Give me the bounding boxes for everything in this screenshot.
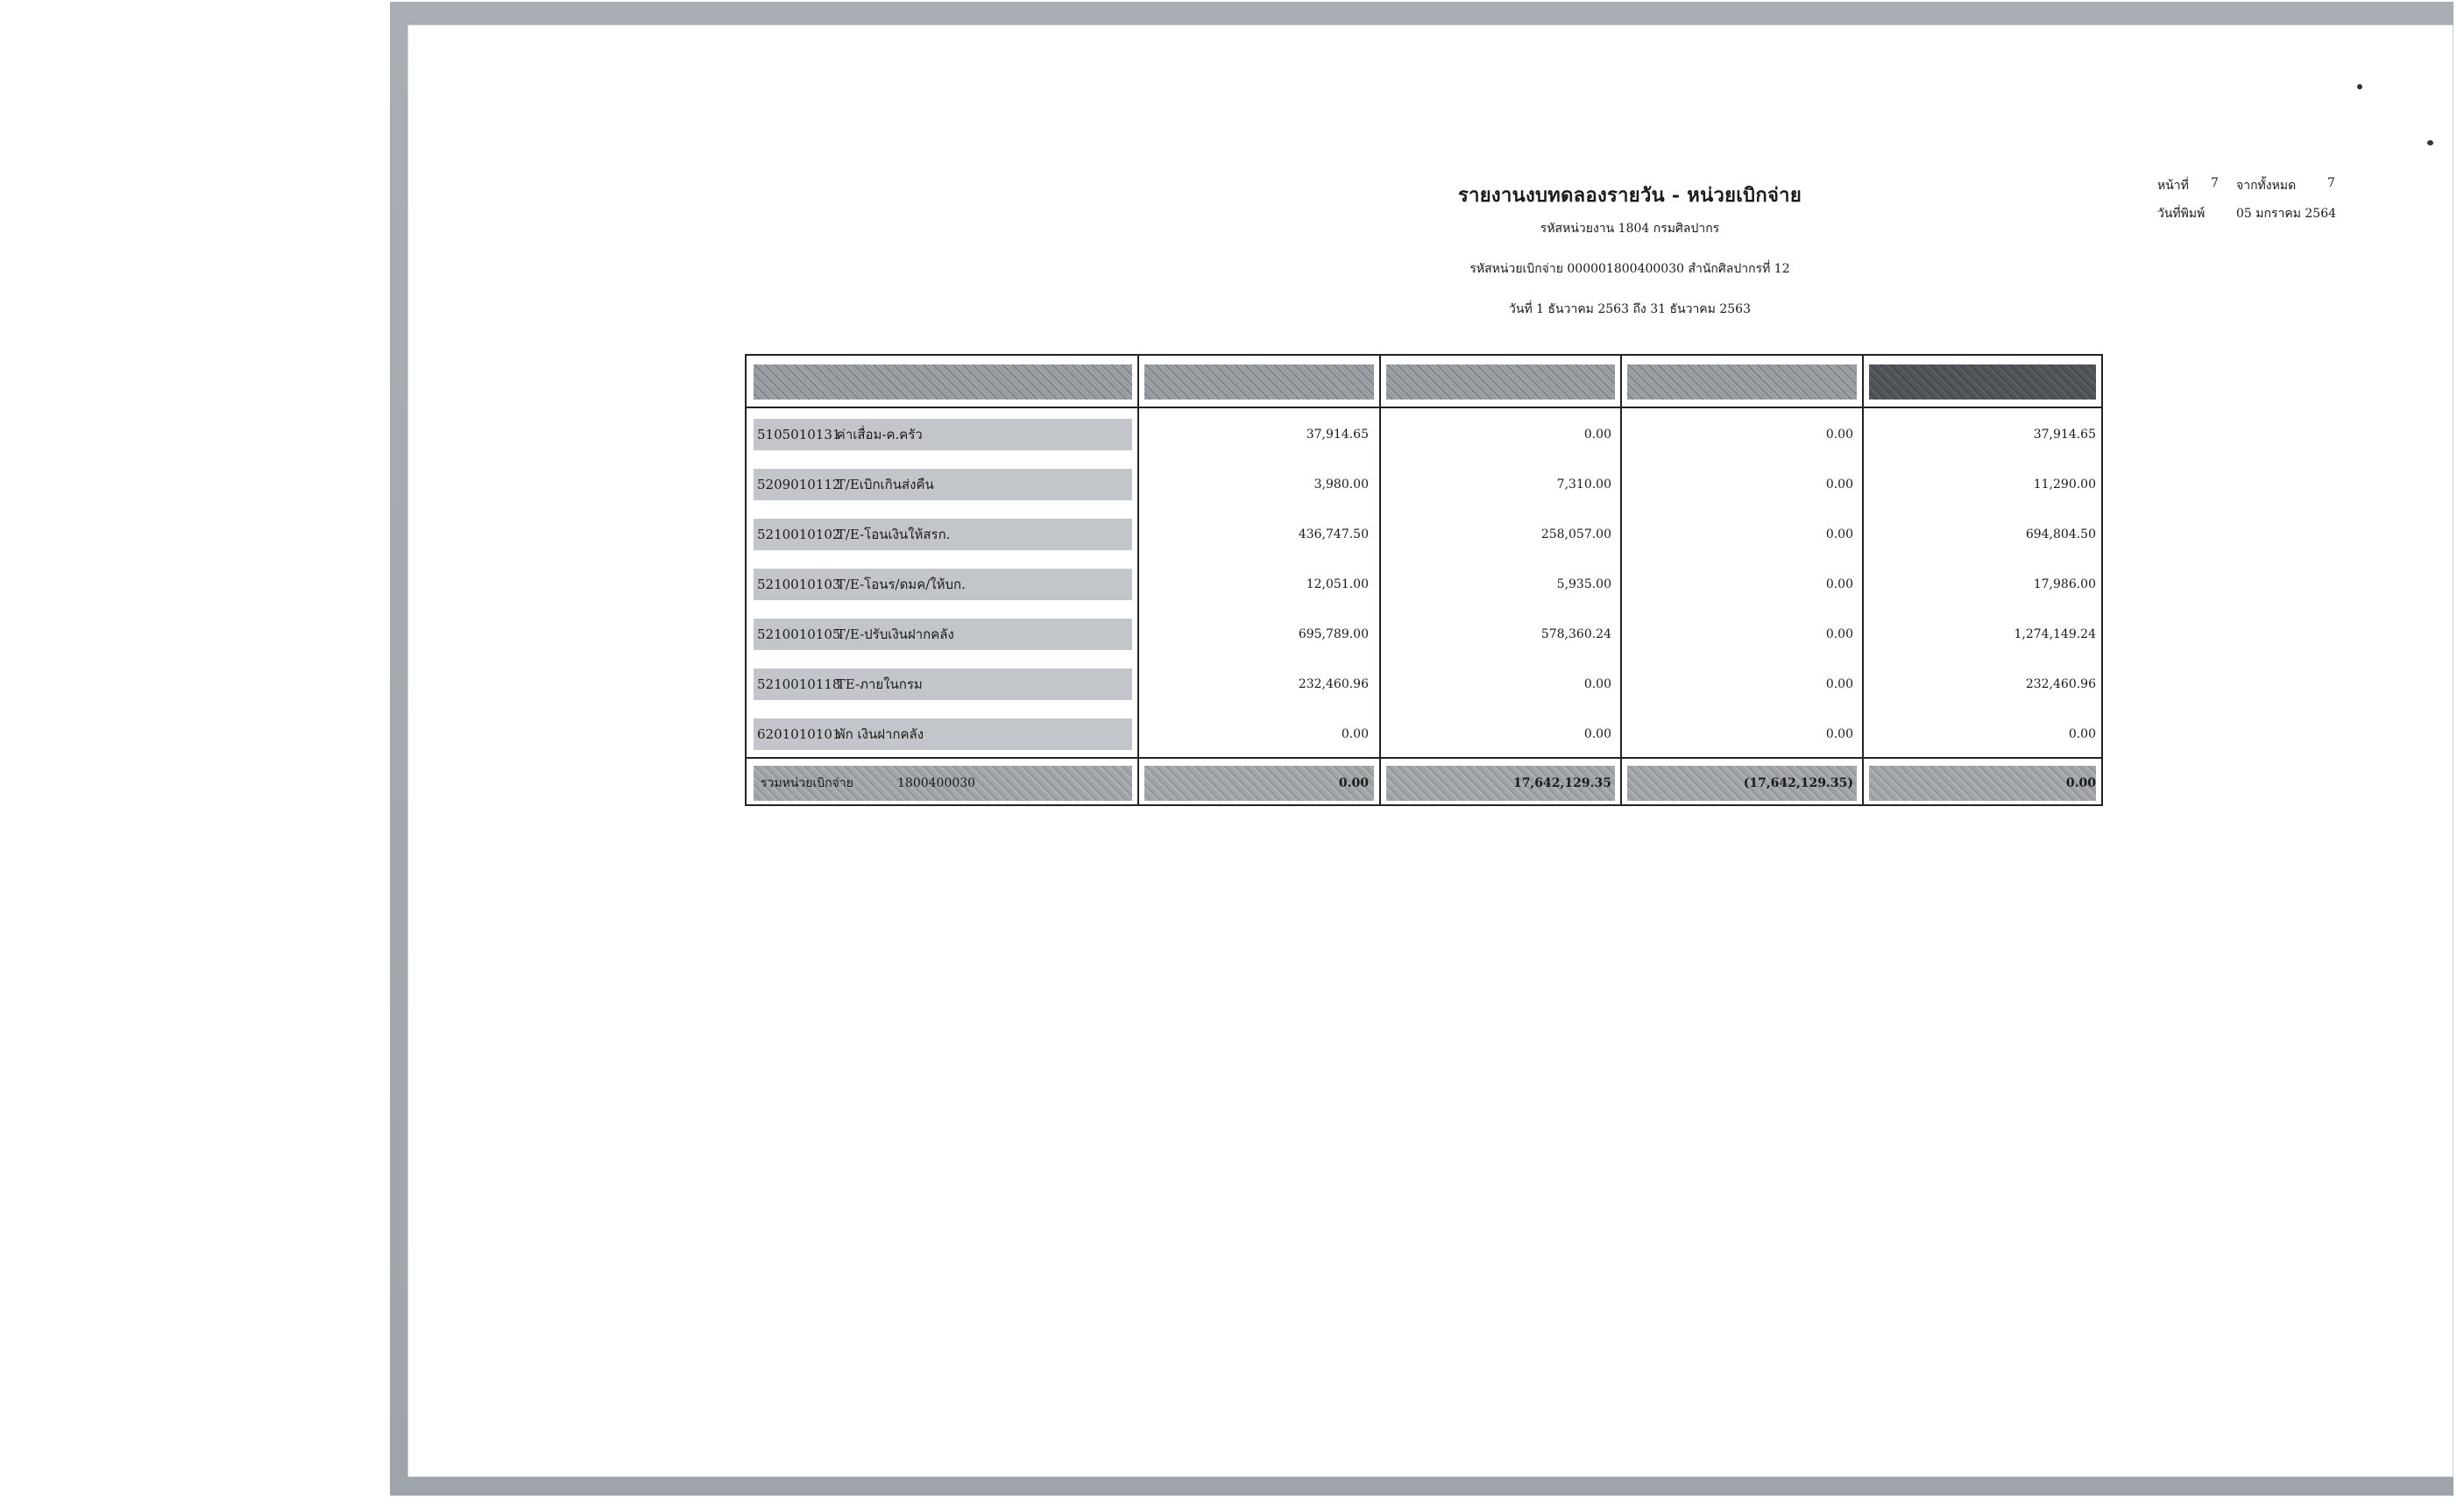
amount-column-3: 0.00 — [1825, 627, 1853, 641]
header-column-1 — [1144, 364, 1374, 400]
header-column-2 — [1386, 364, 1615, 400]
table-row — [747, 458, 2101, 508]
total-pages-label: จากทั้งหมด — [2236, 179, 2297, 193]
amount-column-1: 12,051.00 — [1306, 577, 1369, 591]
account-name: T/E-โอนเงินให้สรก. — [836, 527, 951, 542]
amount-column-3: 0.00 — [1825, 527, 1853, 541]
amount-column-4: 0.00 — [2068, 727, 2096, 741]
amount-column-2: 578,360.24 — [1540, 627, 1611, 641]
table-row — [747, 708, 2101, 758]
print-date-label: วันที่พิมพ์ — [2157, 207, 2206, 221]
report-title: รายงานงบทดลองรายวัน - หน่วยเบิกจ่าย — [1457, 184, 1802, 207]
amount-column-4: 694,804.50 — [2025, 527, 2096, 541]
table-row — [747, 608, 2101, 658]
total-column-2: 17,642,129.35 — [1512, 776, 1611, 790]
table-row — [747, 658, 2101, 708]
header-column-4 — [1869, 364, 2096, 400]
disbursing-unit-line: รหัสหน่วยเบิกจ่าย 000001800400030 สำนักศิลปากรที่ 12 — [1469, 262, 1790, 276]
amount-column-1: 3,980.00 — [1313, 478, 1369, 492]
agency-line: รหัสหน่วยงาน 1804 กรมศิลปากร — [1540, 222, 1720, 236]
account-name: พัก เงินฝากคลัง — [836, 726, 924, 742]
amount-column-4: 37,914.65 — [2033, 428, 2096, 442]
amount-column-1: 232,460.96 — [1298, 677, 1369, 691]
amount-column-1: 37,914.65 — [1306, 428, 1369, 442]
amount-column-3: 0.00 — [1825, 428, 1853, 442]
amount-column-2: 7,310.00 — [1556, 478, 1611, 492]
amount-column-1: 436,747.50 — [1298, 527, 1369, 541]
total-label: รวมหน่วยเบิกจ่าย — [761, 776, 853, 790]
account-code: 6201010101 — [757, 726, 841, 742]
account-cell — [754, 619, 1132, 650]
period-line: วันที่ 1 ธันวาคม 2563 ถึง 31 ธันวาคม 2563 — [1509, 302, 1751, 316]
amount-column-1: 0.00 — [1341, 727, 1369, 741]
amount-column-3: 0.00 — [1825, 478, 1853, 492]
amount-column-3: 0.00 — [1825, 577, 1853, 591]
amount-column-2: 5,935.00 — [1556, 577, 1611, 591]
scan-speck — [2357, 84, 2362, 89]
table-row — [747, 508, 2101, 558]
amount-column-4: 11,290.00 — [2033, 478, 2096, 492]
amount-column-2: 0.00 — [1583, 677, 1611, 691]
account-cell — [754, 718, 1132, 750]
account-code: 5210010118 — [757, 676, 841, 692]
table-row — [747, 408, 2101, 458]
account-name: T/E-โอนร/ดมค/ให้บก. — [836, 577, 966, 592]
total-column-3: (17,642,129.35) — [1743, 776, 1853, 790]
account-cell — [754, 469, 1132, 500]
scan-speck — [2427, 140, 2433, 145]
account-cell — [754, 519, 1132, 550]
header-account — [754, 364, 1132, 400]
page-label: หน้าที่ — [2157, 179, 2189, 193]
amount-column-2: 0.00 — [1583, 428, 1611, 442]
amount-column-1: 695,789.00 — [1298, 627, 1369, 641]
amount-column-3: 0.00 — [1825, 677, 1853, 691]
account-code: 5105010131 — [757, 427, 841, 442]
account-code: 5210010103 — [757, 577, 841, 592]
account-name: T/E-ปรับเงินฝากคลัง — [836, 626, 954, 642]
total-row — [747, 761, 2101, 804]
header-column-3 — [1627, 364, 1857, 400]
account-name: TE-ภายในกรม — [836, 676, 923, 692]
account-code: 5209010112 — [757, 477, 841, 492]
total-column-4: 0.00 — [2065, 776, 2096, 790]
amount-column-3: 0.00 — [1825, 727, 1853, 741]
account-code: 5210010105 — [757, 626, 841, 642]
amount-column-2: 0.00 — [1583, 727, 1611, 741]
amount-column-4: 17,986.00 — [2033, 577, 2096, 591]
total-unit-code: 1800400030 — [897, 776, 976, 790]
print-date: 05 มกราคม 2564 — [2236, 207, 2337, 221]
trial-balance-table — [745, 354, 2103, 806]
account-name: T/Eเบิกเกินส่งคืน — [836, 477, 934, 492]
account-name: ค่าเสื่อม-ค.ครัว — [836, 427, 923, 442]
amount-column-4: 232,460.96 — [2025, 677, 2096, 691]
page-number: 7 — [2211, 176, 2219, 190]
account-cell — [754, 669, 1132, 700]
account-cell — [754, 569, 1132, 600]
account-code: 5210010102 — [757, 527, 841, 542]
table-row — [747, 558, 2101, 608]
amount-column-2: 258,057.00 — [1540, 527, 1611, 541]
total-column-1: 0.00 — [1338, 776, 1369, 790]
account-cell — [754, 419, 1132, 450]
total-pages: 7 — [2327, 176, 2335, 190]
amount-column-4: 1,274,149.24 — [2014, 627, 2096, 641]
